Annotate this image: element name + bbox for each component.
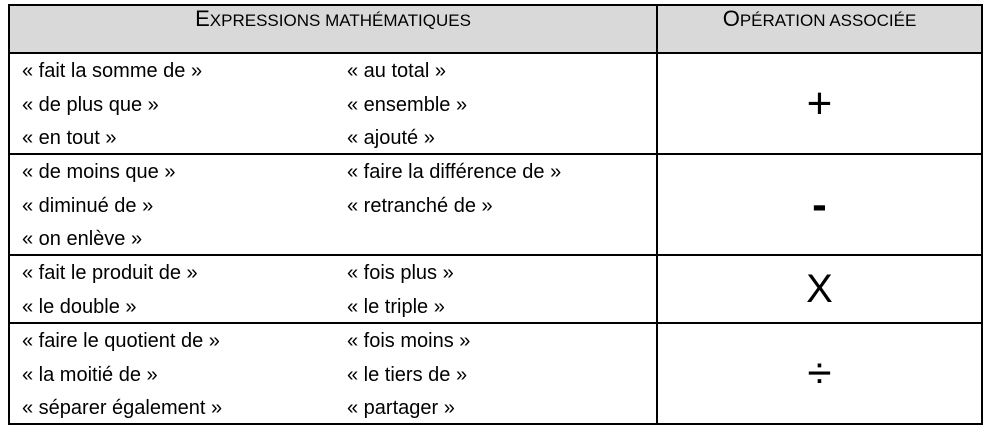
expression-item: « ajouté » <box>347 127 435 150</box>
expressions-column-a <box>22 325 222 426</box>
expression-item: « partager » <box>347 397 455 420</box>
expression-item: « fois moins » <box>347 330 471 352</box>
expressions-column-a <box>22 55 202 156</box>
expression-item: « de moins que » <box>22 161 176 183</box>
expression-item: « faire le quotient de » <box>22 330 220 352</box>
expressions-column-b <box>347 257 454 324</box>
header-operation-label: OPÉRATION ASSOCIÉE <box>722 6 917 31</box>
expression-item: « le triple » <box>347 295 445 318</box>
operation-plus: + <box>657 53 982 154</box>
expression-item: « le tiers de » <box>347 363 468 386</box>
table-row <box>9 323 982 424</box>
expression-item: « la moitié de » <box>22 363 158 386</box>
table-row <box>9 154 982 255</box>
expression-item: « diminué de » <box>22 194 154 217</box>
table-row <box>9 255 982 323</box>
expression-item: « on enlève » <box>22 228 143 251</box>
expressions-column-b <box>347 325 470 426</box>
expressions-table <box>8 4 983 425</box>
header-operation <box>657 5 982 53</box>
expressions-cell <box>9 154 657 255</box>
expressions-column-b <box>347 156 561 223</box>
expressions-cell <box>9 323 657 424</box>
expression-item: « fois plus » <box>347 262 454 284</box>
expressions-column-a <box>22 257 198 324</box>
expressions-cell <box>9 255 657 323</box>
expression-item: « fait la somme de » <box>22 60 203 82</box>
table-header-row <box>9 5 982 53</box>
operation-minus: - <box>657 154 982 255</box>
expression-item: « au total » <box>347 60 446 82</box>
expression-item: « de plus que » <box>22 93 159 116</box>
table-row <box>9 53 982 154</box>
operation-times: X <box>657 255 982 323</box>
header-expressions-label: EXPRESSIONS MATHÉMATIQUES <box>195 6 471 31</box>
operation-divide: ÷ <box>657 323 982 424</box>
expression-item: « ensemble » <box>347 93 468 116</box>
expression-item: « fait le produit de » <box>22 262 198 284</box>
expression-item: « séparer également » <box>22 397 223 420</box>
expressions-column-b <box>347 55 467 156</box>
expressions-cell <box>9 53 657 154</box>
expression-item: « faire la différence de » <box>347 161 562 183</box>
header-expressions <box>9 5 657 53</box>
expression-item: « retranché de » <box>347 194 493 217</box>
expression-item: « en tout » <box>22 127 117 150</box>
expression-item: « le double » <box>22 295 137 318</box>
expressions-column-a <box>22 156 175 257</box>
